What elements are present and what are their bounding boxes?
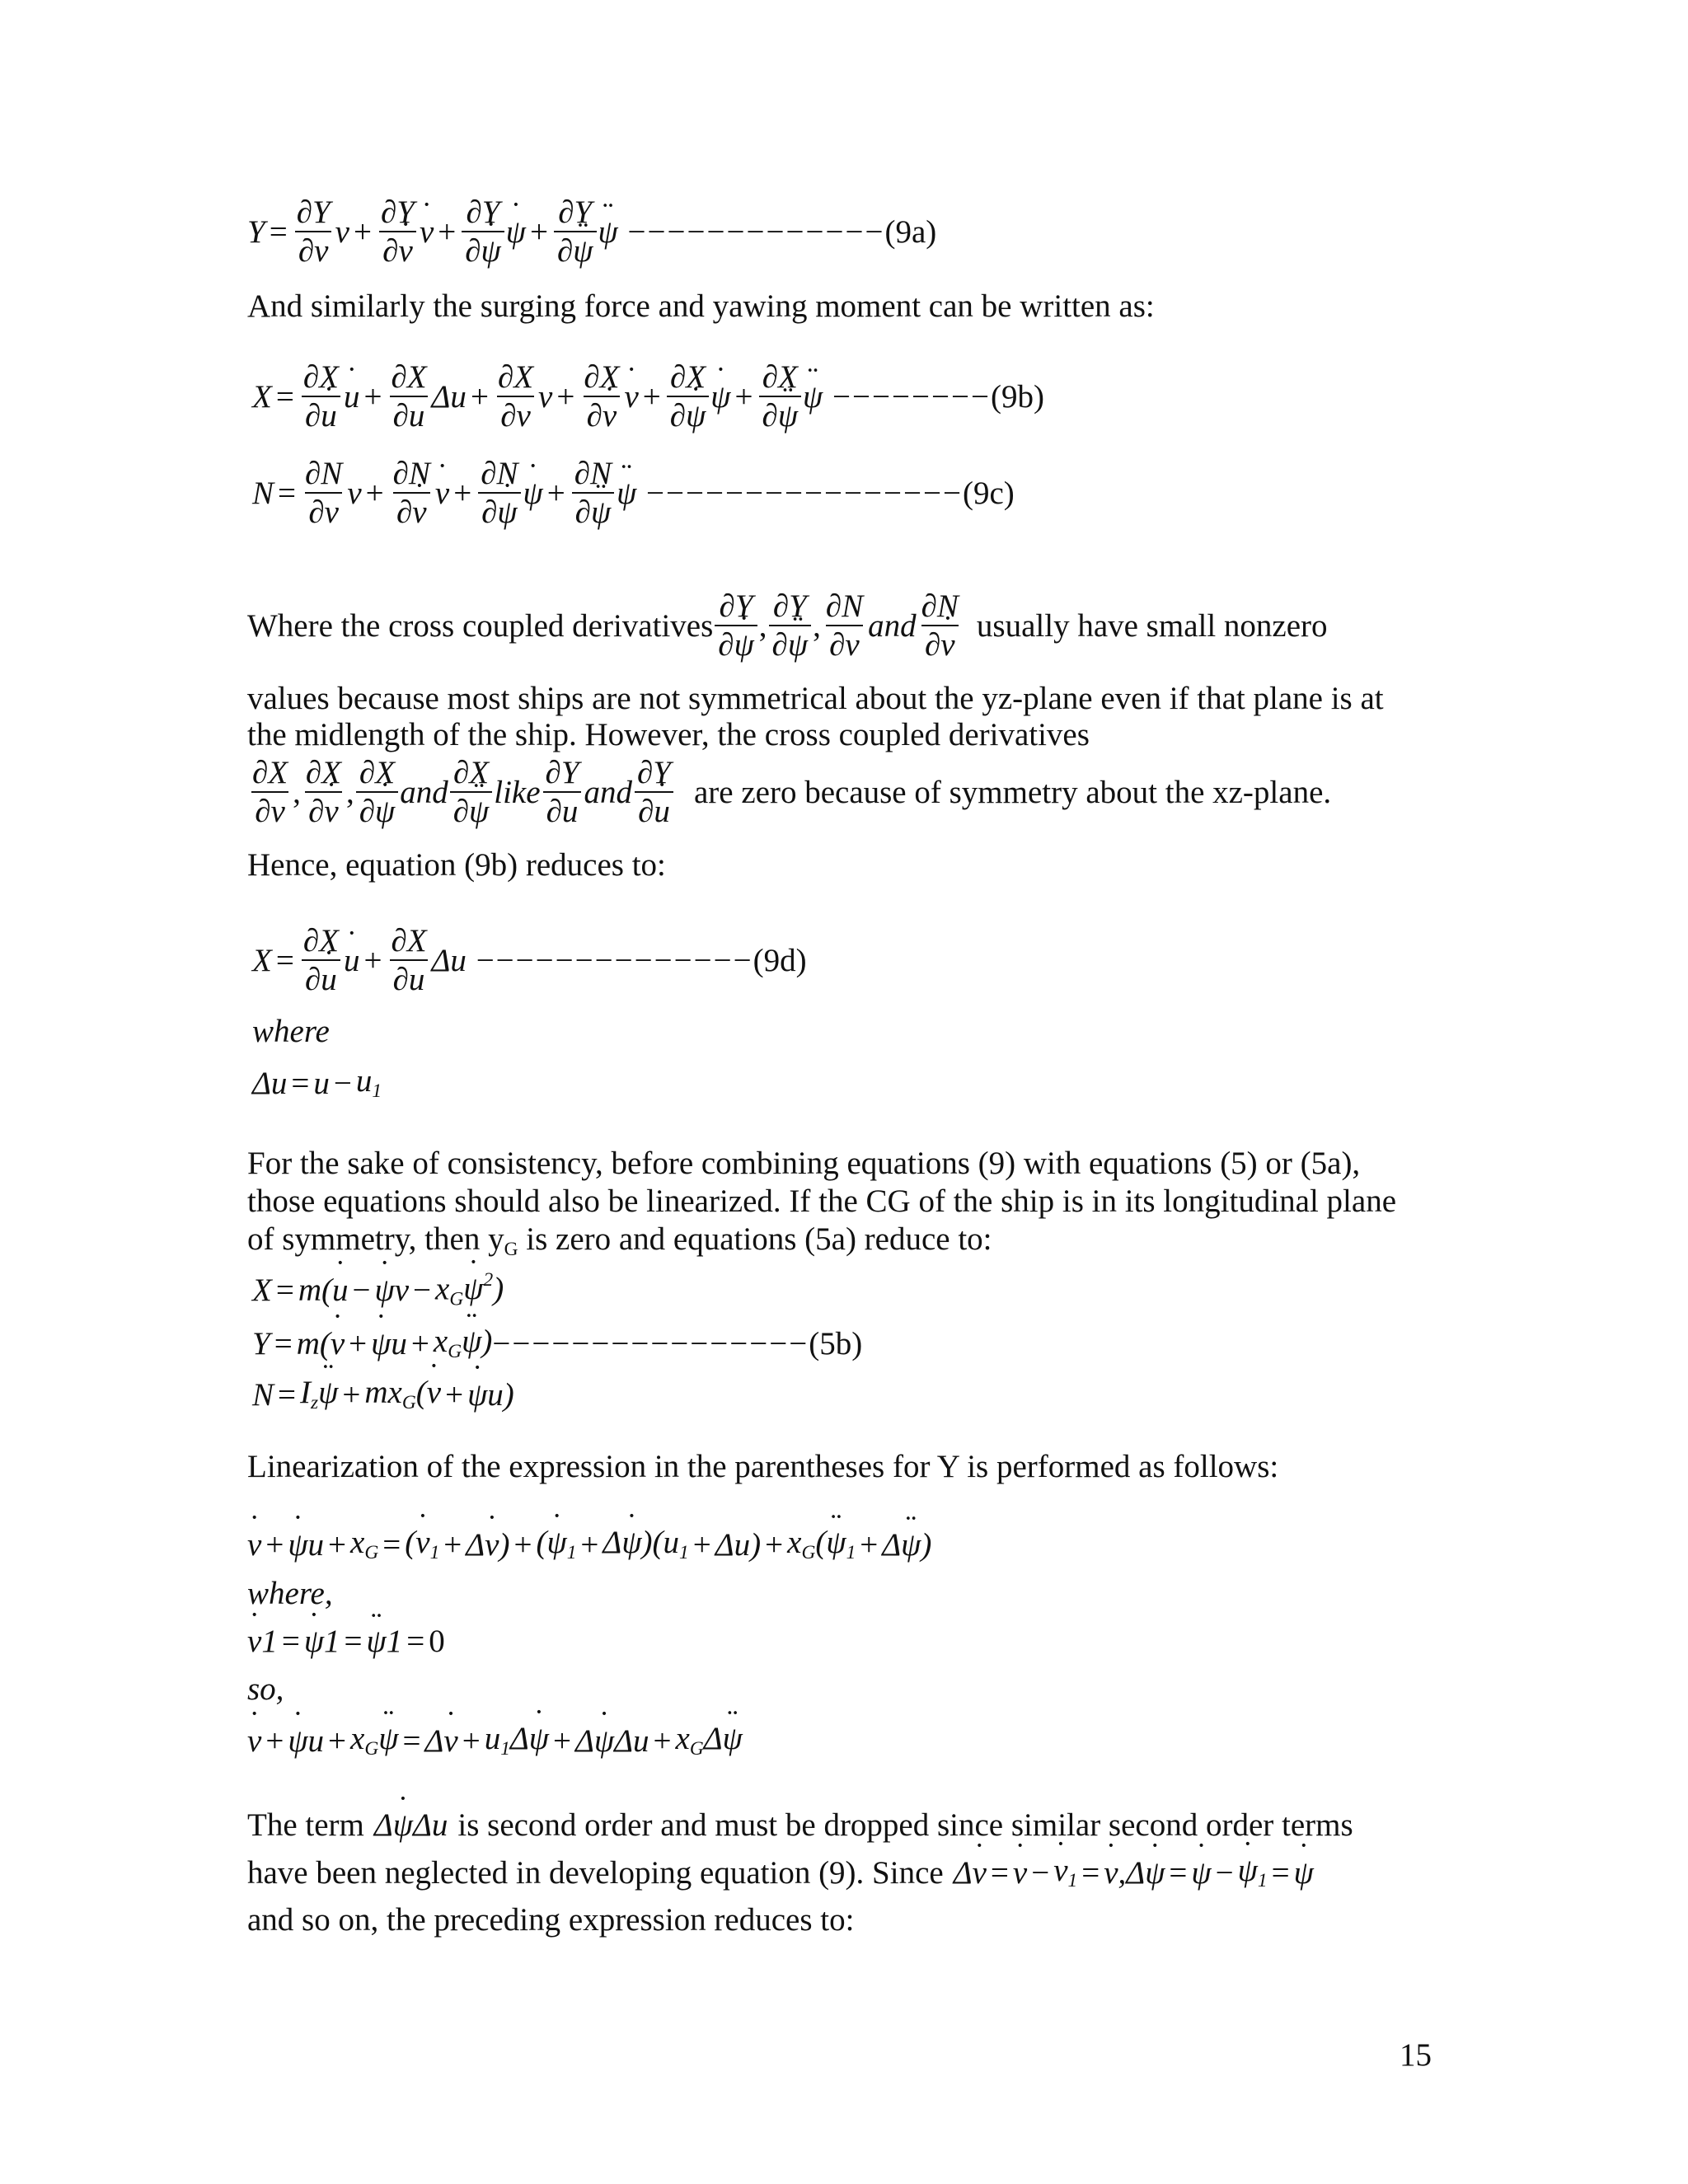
equation-initial-zero: v ˙1 = ψ ˙1 = ψ ¨1 = 0 [247, 1625, 445, 1657]
text-cross-coupled-b: usually have small nonzero [976, 607, 1328, 644]
word-so: so, [247, 1671, 284, 1707]
tag-9d: (9d) [753, 942, 807, 978]
text-cross-coupled-a: Where the cross coupled derivatives [247, 607, 714, 644]
paragraph-second-order-a: The term Δψ ˙Δu is second order and must be dropped since similar second order terms [247, 1809, 1353, 1841]
equation-linearization: v ˙ + ψ ˙u + $x_G$ = (v $˙_1$ + Δv ˙) + (ψ $˙_1$ + Δψ $˙)(u_1$ + Δu) + $x_G(\psi$ $¨_1$ + Δψ ¨) [247, 1526, 931, 1563]
paragraph-hence: Hence, equation (9b) reduces to: [247, 847, 666, 883]
paragraph-linearization: Linearization of the expression in the parentheses for Y is performed as follows: [247, 1449, 1279, 1484]
tag-5b: (5b) [809, 1325, 863, 1361]
paragraph-cross-coupled: Where the cross coupled derivatives $\frac{\partial Y}{\partial\psi}$ ˙ , $\frac{\partial Y}{\partial\psi}$ ¨ , $\frac{\partial N}{\partial v}$ and $\frac{\partial N}{\partial v}$ ˙ usually have small nonzero [247, 590, 1328, 661]
equation-5b-n: N = $I_z\psi$ ¨ + $mx_G(v$ ˙ + ψ ˙u) [252, 1376, 514, 1413]
paragraph-second-order-b: have been neglected in developing equation (9). Since Δv ˙ = v ˙ − v $˙_1$ = v ˙,Δψ ˙ = ψ ˙ − ψ $˙_1$ = ψ ˙ [247, 1854, 1314, 1891]
paragraph-second-order-c: and so on, the preceding expression reduces to: [247, 1902, 855, 1938]
text-zero-derivatives: are zero because of symmetry about the xz-plane. [693, 774, 1332, 810]
paragraph-surging-intro: And similarly the surging force and yawing moment can be written as: [247, 288, 1155, 324]
paragraph-line-symmetry: values because most ships are not symmetrical about the yz-plane even if that plane is at [247, 681, 1384, 716]
paragraph-zero-derivatives: $\frac{\partial X}{\partial v}$ , $\frac{\partial X}{\partial v}$ ˙ , $\frac{\partial X}{\partial\psi}$ ˙ and $\frac{\partial X}{\partial\psi}$ ¨ like $\frac{\partial Y}{\partial u}$ and $\frac{\partial Y}{\partial u}$ ˙ are zero because of symmetry about the xz-plane. [247, 757, 1331, 827]
paragraph-consistency-c: of symmetry, then $y_G$ is zero and equations (5a) reduce to: [247, 1221, 992, 1261]
equation-9d: X = $\frac{\partial X}{\partial u}$ ˙ u ˙ + $\frac{\partial X}{\partial u}$ Δu −−−−−−−−−−−−−− (9d) [252, 925, 807, 996]
equation-5b-x: X = m(u ˙ − ψ ˙v − $x_G\psi$ ˙$^2$) [252, 1271, 504, 1310]
page-number: 15 [1400, 2037, 1432, 2073]
equation-9c: N = $\frac{\partial N}{\partial v}$ v + $\frac{\partial N}{\partial v}$ ˙ v ˙ + $\frac{\partial N}{\partial\psi}$ ˙ ψ ˙ + $\frac{\partial N}{\partial\psi}$ ¨ ψ ¨ −−−−−−−−−−−−−−−− (9c) [252, 457, 1015, 528]
equation-delta-u: Δu = u − $u_1$ [252, 1063, 382, 1103]
paragraph-consistency-a: For the sake of consistency, before combining equations (9) with equations (5) or (5a), [247, 1146, 1361, 1181]
paragraph-consistency-b: those equations should also be linearized. If the CG of the ship is in its longitudinal plane [247, 1183, 1397, 1219]
equation-9a: Y = $\frac{\partial Y}{\partial v}$ v + $\frac{\partial Y}{\partial v}$ ˙ v ˙ + $\frac{\partial Y}{\partial\psi}$ ˙ ψ ˙ + $\frac{\partial Y}{\partial\psi}$ ¨ ψ ¨ −−−−−−−−−−−−− (9a) [247, 196, 936, 267]
tag-9c: (9c) [962, 475, 1015, 511]
equation-5b-y: Y = m(v ˙ + ψ ˙u + $x_G\psi$ ¨) −−−−−−−−−−−−−−−− (5b) [252, 1325, 862, 1361]
tag-9b: (9b) [991, 378, 1044, 415]
word-where: where [252, 1014, 330, 1049]
paragraph-line-midlength: the midlength of the ship. However, the cross coupled derivatives [247, 717, 1090, 752]
equation-9b: X = $\frac{\partial X}{\partial u}$ ˙ u ˙ + $\frac{\partial X}{\partial u}$ Δu + $\frac{\partial X}{\partial v}$ v + $\frac{\partial X}{\partial v}$ ˙ v ˙ + $\frac{\partial X}{\partial\psi}$ ˙ ψ ˙ + $\frac{\partial X}{\partial\psi}$ ¨ ψ ¨ −−−−−−−− (9b) [252, 361, 1044, 432]
tag-9a: (9a) [884, 213, 937, 250]
equation-linearized-result: v ˙ + ψ ˙u + $x_G\psi$ ¨ = Δv ˙ + $u_1\Delta\psi$ ˙ + Δψ ˙Δu + $x_G\Delta\psi$ ¨ [247, 1722, 743, 1759]
word-where-2: where, [247, 1576, 333, 1611]
